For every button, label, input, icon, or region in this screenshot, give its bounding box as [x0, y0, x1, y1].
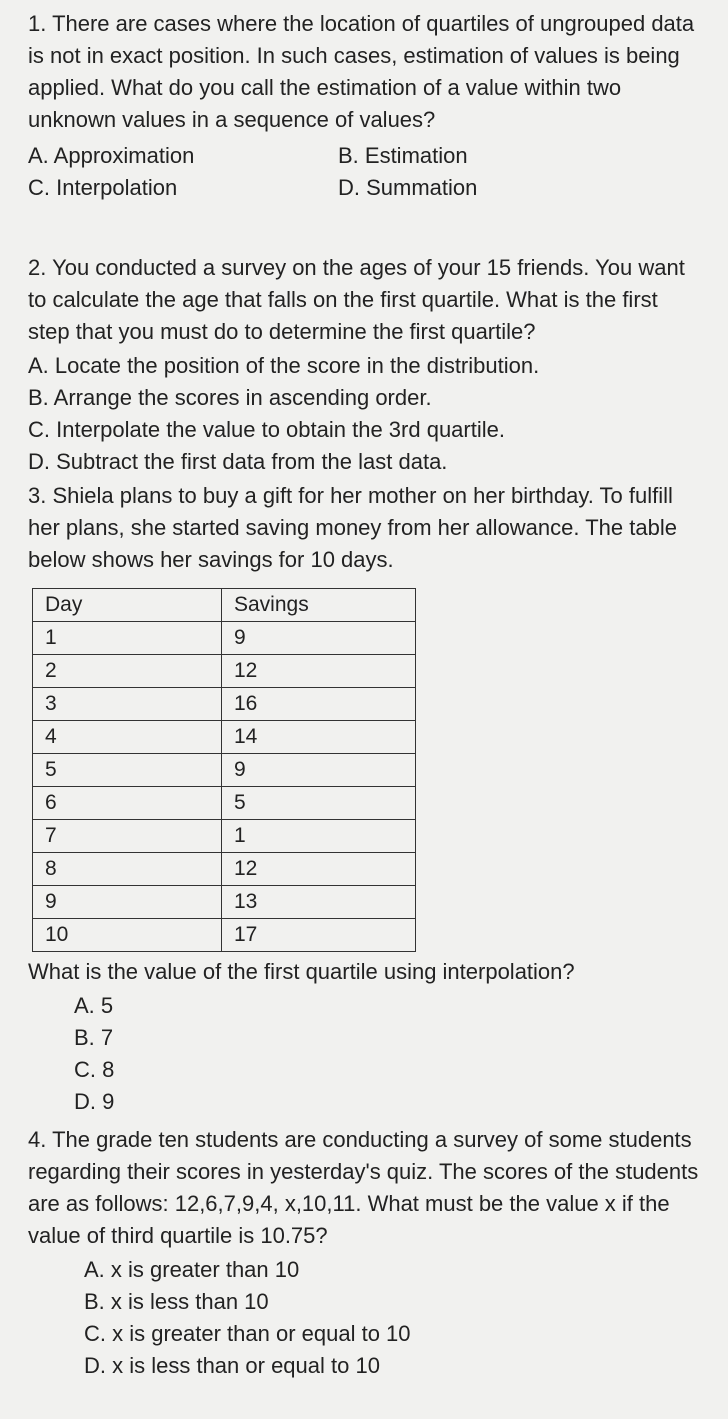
savings-cell: 16: [222, 688, 416, 721]
day-cell: 1: [33, 622, 222, 655]
table-row: [33, 622, 416, 655]
q2-option-d: D. Subtract the first data from the last data.: [28, 449, 448, 474]
day-cell: 7: [33, 820, 222, 853]
q2-option-c: C. Interpolate the value to obtain the 3rd quartile.: [28, 417, 505, 442]
question-3-options: [28, 990, 700, 1118]
q1-option-d: D. Summation: [338, 175, 478, 200]
header-day: Day: [33, 589, 222, 622]
question-4-options: [28, 1254, 700, 1382]
savings-cell: 17: [222, 919, 416, 952]
question-1-stem: 1. There are cases where the location of quartiles of ungrouped data is not in exact position. In such cases, estimation of values is being applied. What do you call the estimation of a value within two unknown values in a sequence of values?: [28, 11, 695, 132]
table-row: [33, 787, 416, 820]
question-3-followup: What is the value of the first quartile using interpolation?: [28, 959, 575, 984]
table-header-row: [33, 589, 416, 622]
savings-cell: 1: [222, 820, 416, 853]
question-2-stem: 2. You conducted a survey on the ages of your 15 friends. You want to calculate the age that falls on the first quartile. What is the first step that you must do to determine the first quartile?: [28, 255, 685, 344]
q4-option-a: A. x is greater than 10: [84, 1257, 300, 1282]
table-row: [33, 655, 416, 688]
savings-cell: 12: [222, 853, 416, 886]
savings-cell: 5: [222, 787, 416, 820]
q2-option-b: B. Arrange the scores in ascending order.: [28, 385, 432, 410]
savings-table: [32, 588, 416, 952]
table-row: [33, 919, 416, 952]
table-row: [33, 754, 416, 787]
q4-option-d: D. x is less than or equal to 10: [84, 1353, 380, 1378]
day-cell: 8: [33, 853, 222, 886]
day-cell: 5: [33, 754, 222, 787]
q4-option-c: C. x is greater than or equal to 10: [84, 1321, 411, 1346]
table-row: [33, 886, 416, 919]
question-1-options: [28, 140, 700, 204]
day-cell: 10: [33, 919, 222, 952]
q3-option-c: C. 8: [74, 1057, 115, 1082]
q2-option-a: A. Locate the position of the score in the distribution.: [28, 353, 540, 378]
savings-cell: 9: [222, 622, 416, 655]
question-3-stem: 3. Shiela plans to buy a gift for her mother on her birthday. To fulfill her plans, she started saving money from her allowance. The table below shows her savings for 10 days.: [28, 483, 677, 572]
day-cell: 2: [33, 655, 222, 688]
q3-option-b: B. 7: [74, 1025, 114, 1050]
day-cell: 6: [33, 787, 222, 820]
table-row: [33, 721, 416, 754]
day-cell: 9: [33, 886, 222, 919]
q1-option-b: B. Estimation: [338, 143, 468, 168]
q1-option-a: A. Approximation: [28, 143, 195, 168]
day-cell: 3: [33, 688, 222, 721]
savings-cell: 13: [222, 886, 416, 919]
q4-option-b: B. x is less than 10: [84, 1289, 269, 1314]
question-2-options: [28, 350, 700, 478]
table-row: [33, 820, 416, 853]
savings-cell: 9: [222, 754, 416, 787]
question-4: [28, 1124, 700, 1382]
question-1: [28, 8, 700, 204]
header-savings: Savings: [222, 589, 416, 622]
question-4-stem: 4. The grade ten students are conducting a survey of some students regarding their scores in yesterday's quiz. The scores of the students are as follows: 12,6,7,9,4, x,10,11. What must be the value x if the value of third quartile is 10.75?: [28, 1127, 699, 1248]
day-cell: 4: [33, 721, 222, 754]
savings-cell: 14: [222, 721, 416, 754]
table-row: [33, 853, 416, 886]
q3-option-d: D. 9: [74, 1089, 115, 1114]
q3-option-a: A. 5: [74, 993, 114, 1018]
q1-option-c: C. Interpolation: [28, 175, 178, 200]
question-3: [28, 480, 700, 1118]
savings-cell: 12: [222, 655, 416, 688]
question-2: [28, 252, 700, 478]
table-row: [33, 688, 416, 721]
